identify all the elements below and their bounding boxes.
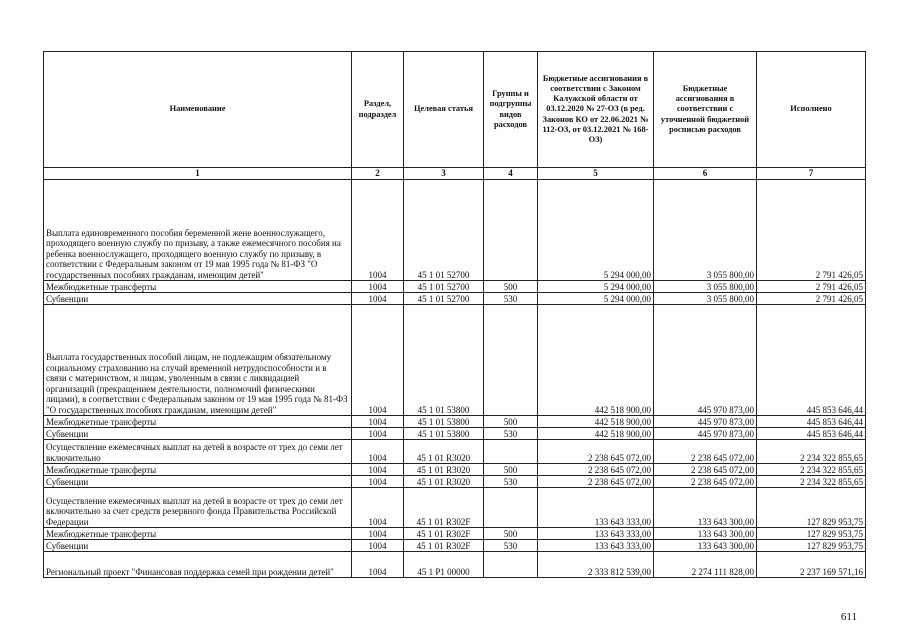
row-group — [484, 488, 538, 528]
row-group — [484, 440, 538, 464]
row-article: 45 1 01 52700 — [404, 293, 484, 305]
row-executed-amount: 127 829 953,75 — [757, 488, 866, 528]
row-group — [484, 552, 538, 578]
row-law-amount: 442 518 900,00 — [538, 416, 654, 428]
column-number: 4 — [484, 168, 538, 180]
row-group — [484, 305, 538, 416]
row-name: Субвенции — [44, 293, 352, 305]
page-number: 611 — [840, 611, 857, 623]
row-name: Выплата государственных пособий лицам, не подлежащим обязательному социальному страхованию на случай временной нетрудоспособности и в связи с материнством, и лицам, уволенным в связи с ликвидацией организаций (прекращением деятельности, полномочий физическими лицами), в соответствии с Федеральным законом от 19 мая 1995 года № 81-ФЗ "О государственных пособиях гражданам, имеющим детей" — [44, 305, 352, 416]
row-name: Осуществление ежемесячных выплат на детей в возрасте от трех до семи лет включительно за счет средств резервного фонда Правительства Российской Федерации — [44, 488, 352, 528]
column-number: 7 — [757, 168, 866, 180]
row-roster-amount: 133 643 300,00 — [654, 488, 757, 528]
table-row — [44, 180, 866, 281]
table-row — [44, 416, 866, 428]
header-row — [44, 52, 866, 168]
column-number-row — [44, 168, 866, 180]
row-executed-amount: 2 234 322 855,65 — [757, 476, 866, 488]
row-group: 530 — [484, 476, 538, 488]
row-executed-amount: 2 791 426,05 — [757, 293, 866, 305]
header-law-allocation: Бюджетные ассигнования в соответствии с Законом Калужской области от 03.12.2020 № 27-ОЗ (в ред. Законов КО от 22.06.2021 № 112-ОЗ, от 03.12.2021 № 168-ОЗ) — [538, 52, 654, 168]
row-section: 1004 — [352, 416, 404, 428]
row-section: 1004 — [352, 305, 404, 416]
row-law-amount: 442 518 900,00 — [538, 305, 654, 416]
row-roster-amount: 2 238 645 072,00 — [654, 440, 757, 464]
row-section: 1004 — [352, 488, 404, 528]
row-article: 45 1 01 53800 — [404, 428, 484, 440]
row-law-amount: 2 238 645 072,00 — [538, 476, 654, 488]
header-name: Наименование — [44, 52, 352, 168]
row-roster-amount: 3 055 800,00 — [654, 281, 757, 293]
row-name: Межбюджетные трансферты — [44, 281, 352, 293]
header-article: Целевая статья — [404, 52, 484, 168]
row-executed-amount: 2 234 322 855,65 — [757, 464, 866, 476]
column-number: 2 — [352, 168, 404, 180]
table-row — [44, 440, 866, 464]
row-name: Осуществление ежемесячных выплат на детей в возрасте от трех до семи лет включительно — [44, 440, 352, 464]
row-law-amount: 133 643 333,00 — [538, 540, 654, 552]
row-executed-amount: 2 791 426,05 — [757, 180, 866, 281]
row-executed-amount: 2 234 322 855,65 — [757, 440, 866, 464]
row-section: 1004 — [352, 540, 404, 552]
row-name: Межбюджетные трансферты — [44, 528, 352, 540]
row-roster-amount: 2 238 645 072,00 — [654, 464, 757, 476]
row-group: 530 — [484, 428, 538, 440]
row-article: 45 1 01 R302F — [404, 528, 484, 540]
header-section: Раздел, подраздел — [352, 52, 404, 168]
row-article: 45 1 01 53800 — [404, 416, 484, 428]
row-executed-amount: 2 791 426,05 — [757, 281, 866, 293]
row-group: 530 — [484, 293, 538, 305]
row-section: 1004 — [352, 476, 404, 488]
row-executed-amount: 2 237 169 571,16 — [757, 552, 866, 578]
row-article: 45 1 P1 00000 — [404, 552, 484, 578]
row-name: Межбюджетные трансферты — [44, 416, 352, 428]
row-law-amount: 5 294 000,00 — [538, 293, 654, 305]
row-name: Субвенции — [44, 428, 352, 440]
row-roster-amount: 133 643 300,00 — [654, 528, 757, 540]
row-executed-amount: 127 829 953,75 — [757, 540, 866, 552]
table-row — [44, 552, 866, 578]
row-roster-amount: 133 643 300,00 — [654, 540, 757, 552]
row-roster-amount: 3 055 800,00 — [654, 180, 757, 281]
table-row — [44, 540, 866, 552]
row-group: 500 — [484, 528, 538, 540]
row-section: 1004 — [352, 552, 404, 578]
row-article: 45 1 01 53800 — [404, 305, 484, 416]
row-roster-amount: 2 238 645 072,00 — [654, 476, 757, 488]
row-roster-amount: 2 274 111 828,00 — [654, 552, 757, 578]
row-roster-amount: 445 970 873,00 — [654, 416, 757, 428]
row-name: Региональный проект "Финансовая поддержка семей при рождении детей" — [44, 552, 352, 578]
row-section: 1004 — [352, 464, 404, 476]
row-name: Выплата единовременного пособия беременной жене военнослужащего, проходящего военную службу по призыву, а также ежемесячного пособия на ребенка военнослужащего, проходящего военную службу по призыву, в соответствии с Федеральным законом от 19 мая 1995 года № 81-ФЗ "О государственных пособиях гражданам, имеющим детей" — [44, 180, 352, 281]
row-executed-amount: 445 853 646,44 — [757, 428, 866, 440]
row-law-amount: 133 643 333,00 — [538, 488, 654, 528]
header-group: Группы и подгруппы видов расходов — [484, 52, 538, 168]
row-article: 45 1 01 R3020 — [404, 476, 484, 488]
row-section: 1004 — [352, 528, 404, 540]
table-row — [44, 428, 866, 440]
column-number: 5 — [538, 168, 654, 180]
row-executed-amount: 445 853 646,44 — [757, 305, 866, 416]
row-law-amount: 5 294 000,00 — [538, 281, 654, 293]
row-article: 45 1 01 R3020 — [404, 440, 484, 464]
table-row — [44, 476, 866, 488]
row-article: 45 1 01 52700 — [404, 281, 484, 293]
row-section: 1004 — [352, 428, 404, 440]
row-article: 45 1 01 R302F — [404, 540, 484, 552]
row-section: 1004 — [352, 281, 404, 293]
row-law-amount: 442 518 900,00 — [538, 428, 654, 440]
table-row — [44, 528, 866, 540]
table-row — [44, 293, 866, 305]
row-article: 45 1 01 R3020 — [404, 464, 484, 476]
row-roster-amount: 445 970 873,00 — [654, 305, 757, 416]
row-section: 1004 — [352, 180, 404, 281]
row-roster-amount: 3 055 800,00 — [654, 293, 757, 305]
row-roster-amount: 445 970 873,00 — [654, 428, 757, 440]
budget-table — [43, 51, 866, 578]
table-row — [44, 305, 866, 416]
row-group: 500 — [484, 281, 538, 293]
row-article: 45 1 01 52700 — [404, 180, 484, 281]
table-row — [44, 281, 866, 293]
row-law-amount: 5 294 000,00 — [538, 180, 654, 281]
column-number: 1 — [44, 168, 352, 180]
row-name: Субвенции — [44, 476, 352, 488]
row-law-amount: 2 238 645 072,00 — [538, 464, 654, 476]
table-row — [44, 464, 866, 476]
row-name: Субвенции — [44, 540, 352, 552]
row-section: 1004 — [352, 293, 404, 305]
row-article: 45 1 01 R302F — [404, 488, 484, 528]
column-number: 6 — [654, 168, 757, 180]
row-law-amount: 133 643 333,00 — [538, 528, 654, 540]
row-law-amount: 2 333 812 539,00 — [538, 552, 654, 578]
column-number: 3 — [404, 168, 484, 180]
row-group: 500 — [484, 464, 538, 476]
row-name: Межбюджетные трансферты — [44, 464, 352, 476]
row-law-amount: 2 238 645 072,00 — [538, 440, 654, 464]
row-section: 1004 — [352, 440, 404, 464]
header-executed: Исполнено — [757, 52, 866, 168]
row-executed-amount: 127 829 953,75 — [757, 528, 866, 540]
row-group — [484, 180, 538, 281]
row-group: 500 — [484, 416, 538, 428]
header-roster-allocation: Бюджетные ассигнования в соответствии с уточненной бюджетной росписью расходов — [654, 52, 757, 168]
row-group: 530 — [484, 540, 538, 552]
table-row — [44, 488, 866, 528]
row-executed-amount: 445 853 646,44 — [757, 416, 866, 428]
